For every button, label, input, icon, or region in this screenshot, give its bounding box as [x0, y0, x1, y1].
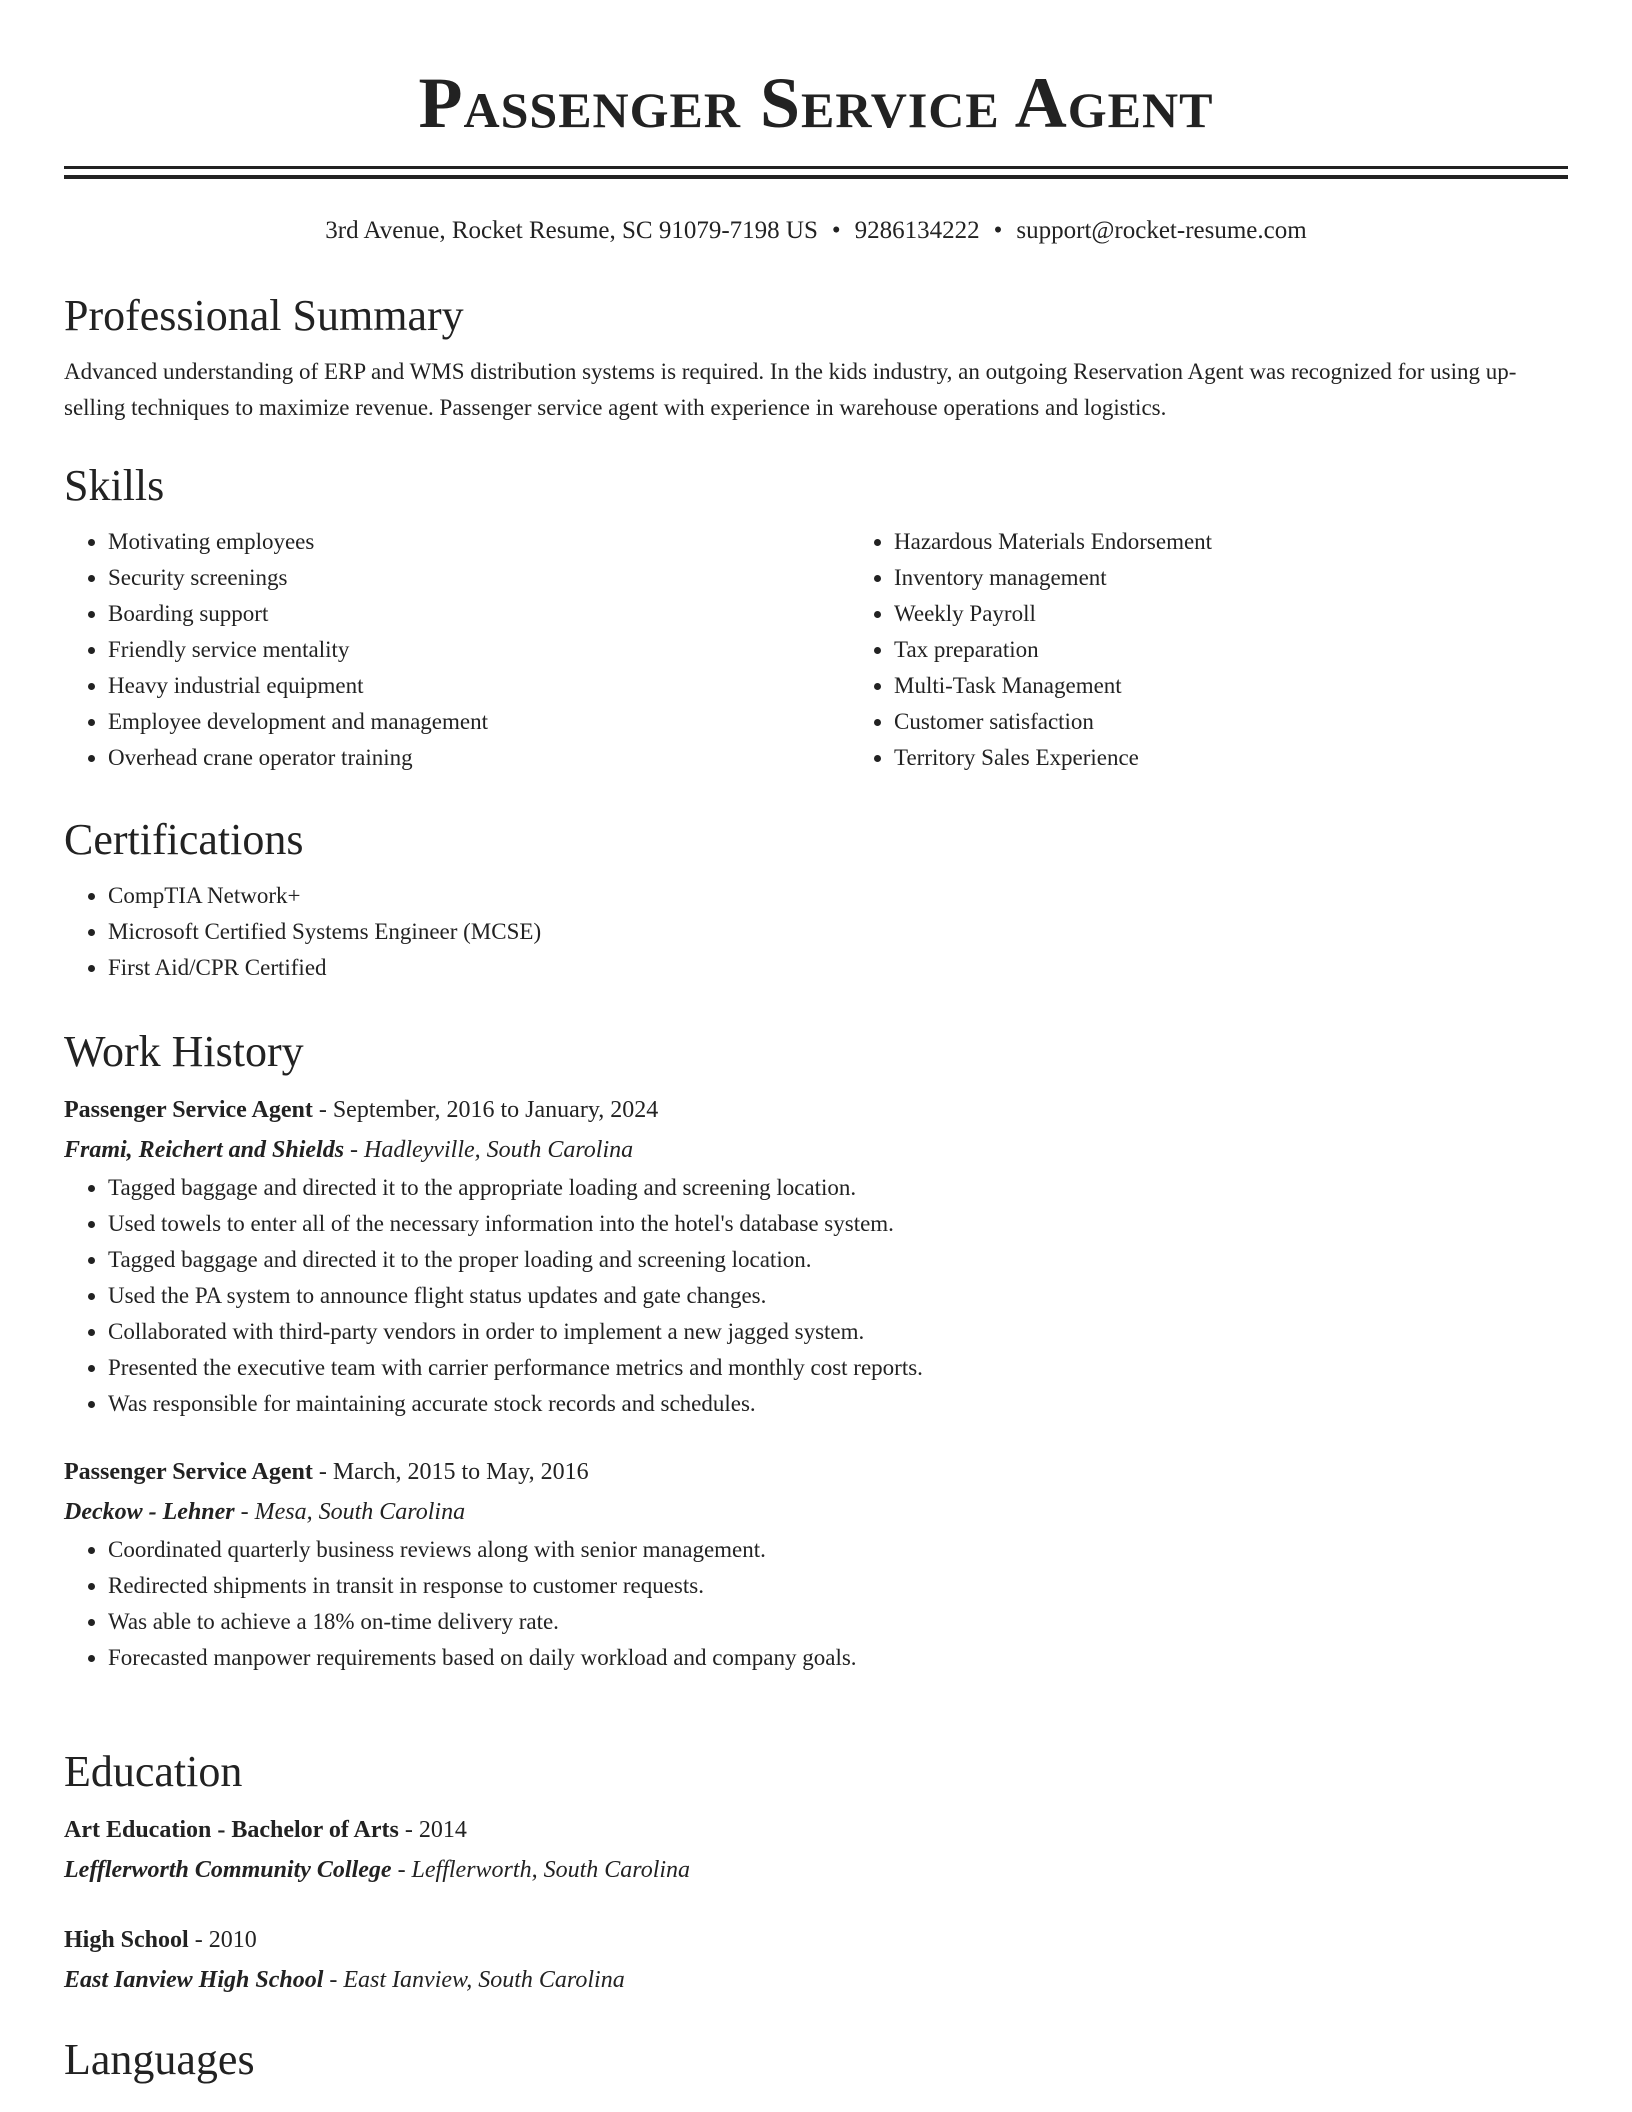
- job-duty-item: • Tagged baggage and directed it to the proper loading and screening location.: [108, 1242, 1568, 1278]
- skill-item: • Motivating employees: [108, 524, 850, 560]
- summary-heading: Professional Summary: [64, 291, 464, 340]
- contact-phone: 9286134222: [854, 217, 980, 244]
- skill-item: • Weekly Payroll: [894, 596, 1568, 632]
- job-duty-item: • Collaborated with third-party vendors in order to implement a new jagged system.: [108, 1314, 1568, 1350]
- job-location: - Mesa, South Carolina: [234, 1499, 466, 1525]
- education-location: - Lefflerworth, South Carolina: [391, 1857, 691, 1883]
- skill-item: • Customer satisfaction: [894, 704, 1568, 740]
- certification-item: • Microsoft Certified Systems Engineer (MCSE): [108, 914, 1568, 950]
- skill-item: • Multi-Task Management: [894, 668, 1568, 704]
- certifications-list: [64, 878, 1568, 986]
- skill-item: • Tax preparation: [894, 632, 1568, 668]
- skill-item: • Overhead crane operator training: [108, 740, 850, 776]
- skills-right-list: [850, 524, 1568, 776]
- job-duty-item: • Forecasted manpower requirements based on daily workload and company goals.: [108, 1640, 1568, 1676]
- job-duty-item: • Coordinated quarterly business reviews along with senior management.: [108, 1532, 1568, 1568]
- work-heading: Work History: [64, 1027, 304, 1076]
- job-duty-item: • Redirected shipments in transit in response to customer requests.: [108, 1568, 1568, 1604]
- job-duties-list: [64, 1532, 1568, 1676]
- certifications-section: [64, 812, 1568, 986]
- contact-address: 3rd Avenue, Rocket Resume, SC 91079-7198 US: [325, 217, 818, 244]
- job-duties-list: [64, 1170, 1568, 1422]
- education-school: East Ianview High School: [64, 1967, 324, 1993]
- job-duty-item: • Was responsible for maintaining accurate stock records and schedules.: [108, 1386, 1568, 1422]
- skills-left-list: [64, 524, 850, 776]
- education-location: - East Ianview, South Carolina: [323, 1967, 625, 1993]
- education-degree: High School: [64, 1927, 189, 1953]
- job-duty-item: • Tagged baggage and directed it to the appropriate loading and screening location.: [108, 1170, 1568, 1206]
- job-employer: [64, 1130, 1568, 1170]
- job-header: [64, 1090, 1568, 1130]
- contact-line: [64, 215, 1568, 247]
- job-dates: - September, 2016 to January, 2024: [312, 1097, 659, 1123]
- skill-item: • Boarding support: [108, 596, 850, 632]
- education-school: Lefflerworth Community College: [64, 1857, 392, 1883]
- certification-item: • CompTIA Network+: [108, 878, 1568, 914]
- summary-section: [64, 288, 1568, 426]
- work-section: [64, 1024, 1568, 1676]
- certifications-heading: Certifications: [64, 815, 304, 864]
- education-entry: [64, 1920, 1568, 2000]
- summary-text: Advanced understanding of ERP and WMS distribution systems is required. In the kids industry, an outgoing Reservation Agent was recognized for using up-selling techniques to maximize revenue. Passenger service agent with experience in warehouse operations and logistics.: [64, 359, 1517, 420]
- education-degree: Art Education - Bachelor of Arts: [64, 1817, 399, 1843]
- job-location: - Hadleyville, South Carolina: [344, 1137, 634, 1163]
- skill-item: • Friendly service mentality: [108, 632, 850, 668]
- contact-separator: •: [993, 217, 1003, 244]
- job-company: Frami, Reichert and Shields: [64, 1137, 345, 1163]
- education-institution: [64, 1960, 1568, 2000]
- resume-title: Passenger Service Agent: [418, 63, 1214, 143]
- skills-heading: Skills: [64, 461, 165, 510]
- education-institution: [64, 1850, 1568, 1890]
- languages-section: [64, 2032, 1568, 2088]
- skill-item: • Heavy industrial equipment: [108, 668, 850, 704]
- job-header: [64, 1452, 1568, 1492]
- job-title: Passenger Service Agent: [64, 1097, 313, 1123]
- contact-email[interactable]: support@rocket-resume.com: [1016, 217, 1307, 244]
- job-entry: [64, 1452, 1568, 1676]
- job-duty-item: • Was able to achieve a 18% on-time delivery rate.: [108, 1604, 1568, 1640]
- education-heading: Education: [64, 1747, 243, 1796]
- contact-separator: •: [831, 217, 841, 244]
- education-header: [64, 1810, 1568, 1850]
- education-entry: [64, 1810, 1568, 1890]
- education-year: - 2010: [188, 1927, 257, 1953]
- skill-item: • Security screenings: [108, 560, 850, 596]
- skill-item: • Employee development and management: [108, 704, 850, 740]
- certification-item: • First Aid/CPR Certified: [108, 950, 1568, 986]
- job-title: Passenger Service Agent: [64, 1459, 313, 1485]
- skill-item: • Territory Sales Experience: [894, 740, 1568, 776]
- job-company: Deckow - Lehner: [64, 1499, 235, 1525]
- education-year: - 2014: [398, 1817, 467, 1843]
- languages-heading: Languages: [64, 2035, 255, 2084]
- job-employer: [64, 1492, 1568, 1532]
- job-duty-item: • Used the PA system to announce flight status updates and gate changes.: [108, 1278, 1568, 1314]
- job-duty-item: • Used towels to enter all of the necessary information into the hotel's database system.: [108, 1206, 1568, 1242]
- job-entry: [64, 1090, 1568, 1422]
- skills-section: [64, 458, 1568, 776]
- job-duty-item: • Presented the executive team with carrier performance metrics and monthly cost reports.: [108, 1350, 1568, 1386]
- title-divider: [64, 166, 1568, 179]
- skill-item: • Inventory management: [894, 560, 1568, 596]
- education-section: [64, 1744, 1568, 2000]
- job-dates: - March, 2015 to May, 2016: [312, 1459, 589, 1485]
- skills-grid: [64, 524, 1568, 776]
- education-header: [64, 1920, 1568, 1960]
- skill-item: • Hazardous Materials Endorsement: [894, 524, 1568, 560]
